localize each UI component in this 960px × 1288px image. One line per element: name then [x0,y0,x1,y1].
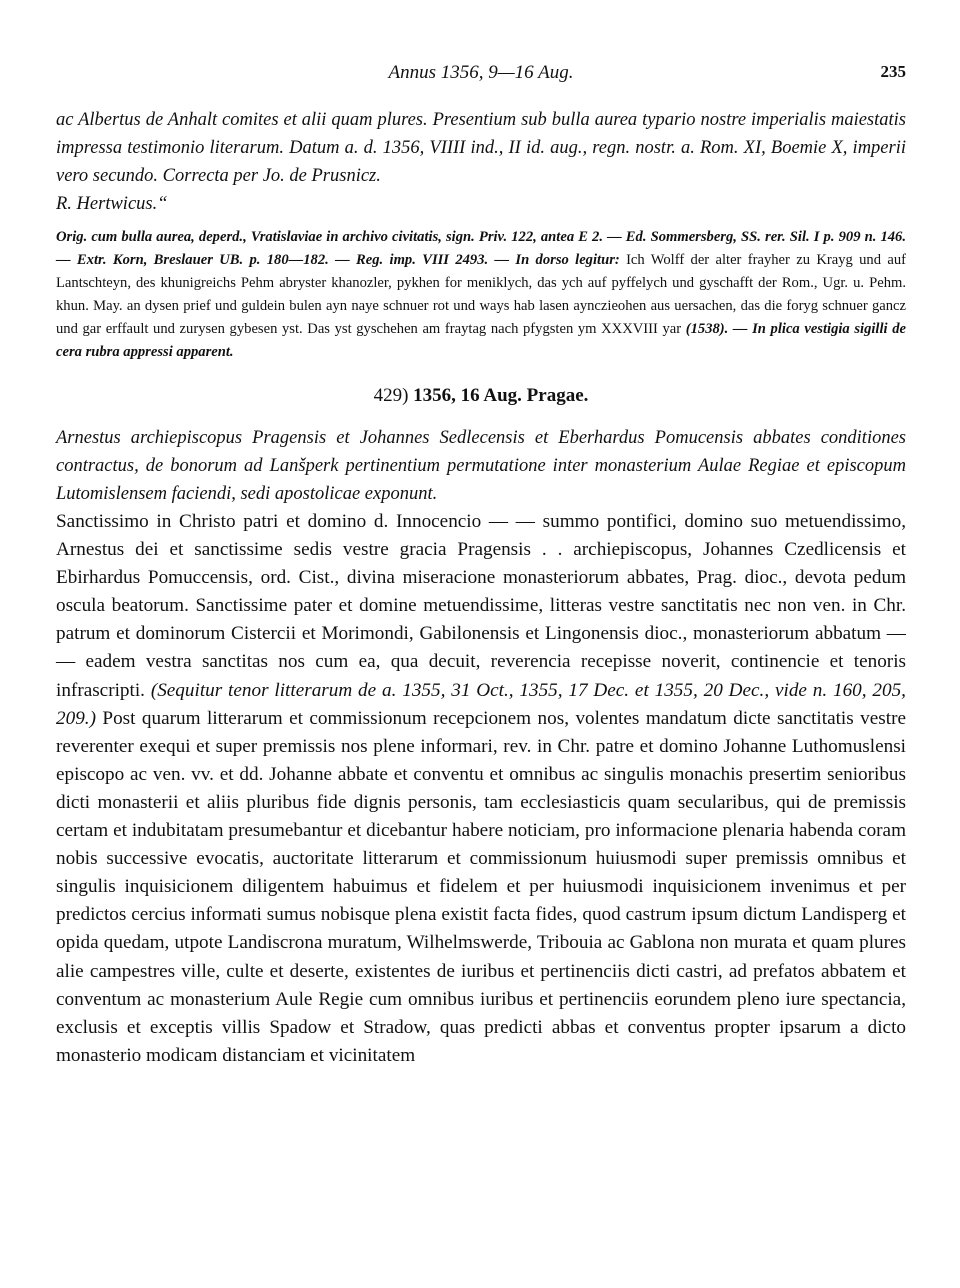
intro-signature: R. Hertwicus.“ [56,194,168,214]
source-note-dorsal-text: Ich Wolff der alter frayher zu Krayg und auf Lantschteyn, des khunigreichs Pehm abryster khanozler, pykhen for meniklych, das ych auf pyffelych und gyschafft der Rom., Ugr. u. Pehm. khun. May. an dysen prief und guldein bulen ayn naye schnuer rot und ways hab lasen aynczieohen aus uersachen, das die foryg schnuer gancz und gar erffault und zurysen gybesen yst. Das yst gyschehen am fraytag nach pfygsten ym XXXVIII yar [56,252,906,337]
source-note-plica: (1538). — In plica vestigia sigilli de cera rubra appressi apparent. [56,321,906,360]
page-number: 235 [880,62,906,81]
body-text-continuation: Post quarum litterarum et commissionum recepcionem nos, volentes mandatum dicte sanctitatis vestre reverenter exequi et super premissis nos plene informari, rev. in Chr. patre et domino Johanne Luthomuslensi episcopo ac ven. vv. et dd. Johanne abbate et conventu et omnibus ac singulis monachis presertim senioribus dicti monasterii et aliis pluribus fide dignis personis, tam ecclesiasticis quam secularibus, qui de premissis certam et indubitatam presumebantur et dicebantur habere noticiam, pro informacione plenaria habenda coram nobis successive evocatis, auctoritate litterarum et commissionum huiusmodi super premissis omnibus et singulis inquisicionem diligentem habuimus et fidelem et per huiusmodi inquisicionem invenimus et per predictos cercius informati sumus nobisque plena existit facta fides, quod castrum ipsum dictum Landisperg et opida quedam, utpote Landiscrona muratum, Wilhelmswerde, Tribouia ac Gablona non murata et quam plures alie campestres ville, culte et deserte, existentes de iuribus et pertinenciis dicti castri, ad prefatos abbatem et conventum ac monasterium Aule Regie cum omnibus iuribus et pertinenciis eorundem pleno iure spectancia, exclusis et exceptis villis Spadow et Stradow, quas predicti abbas et conventus propter ipsarum a dicto monasterio modicam distanciam et vicinitatem [56,707,906,1066]
running-header [56,60,906,90]
intro-paragraph [56,106,906,218]
document-date: 1356, 16 Aug. [413,385,522,406]
document-number: 429) [373,385,409,406]
document-page [56,60,906,1070]
document-heading [56,382,906,410]
running-title: Annus 1356, 9—16 Aug. [388,62,574,83]
body-editorial-insert: (Sequitur tenor litterarum de a. 1355, 31 Oct., 1355, 17 Dec. et 1355, 20 Dec., vide n. 160, 205, 209.) [56,679,906,729]
intro-text: ac Albertus de Anhalt comites et alii quam plures. Presentium sub bulla aurea typario nostre imperialis maiestatis impressa testimonio literarum. Datum a. d. 1356, VIIII ind., II id. aug., regn. nostr. a. Rom. XI, Boemie X, imperii vero secundo. Correcta per Jo. de Prusnicz. [56,110,906,186]
document-place: Pragae. [526,385,589,406]
source-note-editorial: Orig. cum bulla aurea, deperd., Vratislaviae in archivo civitatis, sign. Priv. 122, antea E 2. — Ed. Sommersberg, SS. rer. Sil. I p. 909 n. 146. — Extr. Korn, Breslauer UB. p. 180—182. — Reg. imp. VIII 2493. — In dorso legitur: [56,229,906,268]
source-note [56,226,906,364]
regest: Arnestus archiepiscopus Pragensis et Johannes Sedlecensis et Eberhardus Pomucensis abbates conditiones contractus, de bonorum ad Lanšperk pertinentium permutatione inter monasterium Aulae Regiae et episcopum Lutomislensem faciendi, sedi apostolicae exponunt. [56,428,906,504]
body-text-opening: Sanctissimo in Christo patri et domino d. Innocencio — — summo pontifici, domino suo metuendissimo, Arnestus dei et sanctissime sedis vestre gracia Pragensis . . archiepiscopus, Johannes Czedlicensis et Ebirhardus Pomuccensis, ord. Cist., divina miseracione monasteriorum abbates, Prag. dioc., devota pedum oscula beatorum. Sanctissime pater et domine metuendissime, litteras vestre sanctitatis nec non ven. in Chr. patrum et dominorum Cistercii et Morimondi, Gabilonensis et Lingonensis dioc., monasteriorum abbatum — — eadem vestra sanctitas nos cum ea, qua decuit, reverencia recepisse noverit, continencie et tenoris infrascripti. [56,511,906,701]
document-body [56,508,906,1070]
